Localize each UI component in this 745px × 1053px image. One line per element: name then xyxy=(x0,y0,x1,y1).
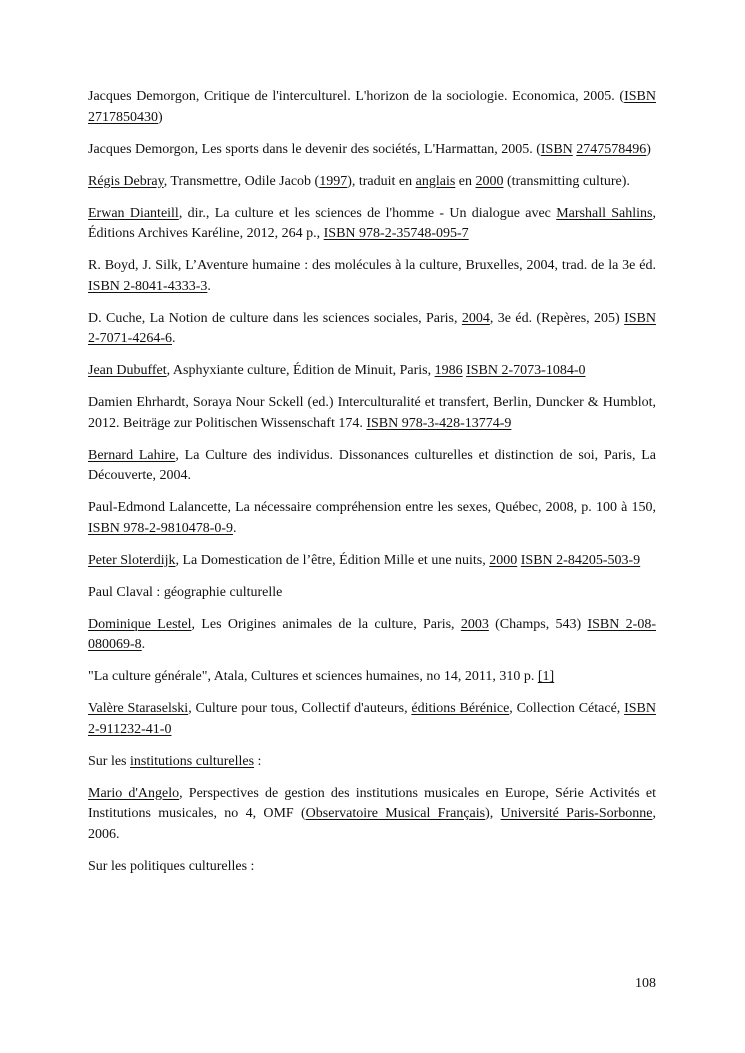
bibliography-entry xyxy=(88,857,656,878)
reference-link[interactable]: ISBN xyxy=(624,89,656,104)
bibliography-entry xyxy=(88,583,656,604)
entry-text: Jacques Demorgon, Les sports dans le devenir des sociétés, L'Harmattan, 2005. ( xyxy=(88,141,541,157)
entry-text: : xyxy=(254,753,262,769)
entry-text: D. Cuche, La Notion de culture dans les sciences sociales, Paris, xyxy=(88,310,462,326)
bibliography-entry xyxy=(88,667,656,688)
entry-text: ), traduit en xyxy=(347,173,416,189)
bibliography-entry xyxy=(88,393,656,434)
entry-text: . xyxy=(172,331,176,346)
bibliography-entry xyxy=(88,361,656,382)
reference-link[interactable]: 2004 xyxy=(461,310,490,326)
reference-link[interactable]: 1986 xyxy=(434,363,463,378)
reference-link[interactable]: éditions Bérénice xyxy=(411,701,510,716)
reference-link[interactable]: 2000 xyxy=(489,552,518,568)
bibliography-entry xyxy=(88,551,656,572)
entry-text: , La Domestication de l’être, Édition Mille et une nuits, xyxy=(175,552,490,568)
reference-link[interactable]: ISBN 2-911232-41-0 xyxy=(88,701,656,737)
bibliography-entry xyxy=(88,140,656,161)
entry-text: , Collection Cétacé, xyxy=(509,701,625,716)
reference-link[interactable]: Peter Sloterdijk xyxy=(88,552,176,568)
entry-text: , Culture pour tous, Collectif d'auteurs, xyxy=(188,701,412,716)
entry-text: Paul Claval : géographie culturelle xyxy=(88,584,283,600)
bibliography-entry xyxy=(88,615,656,656)
bibliography-list xyxy=(88,87,656,889)
page-number: 108 xyxy=(635,976,656,991)
reference-link[interactable]: ISBN 2-8041-4333-3 xyxy=(88,278,208,294)
reference-link[interactable]: Université Paris-Sorbonne xyxy=(500,806,653,821)
entry-text: , Les Origines animales de la culture, Paris, xyxy=(191,616,461,632)
bibliography-entry xyxy=(88,752,656,773)
entry-text: . xyxy=(207,278,211,294)
reference-link[interactable]: Erwan Dianteill xyxy=(88,205,179,221)
entry-text: , 3e éd. (Repères, 205) xyxy=(489,310,625,326)
reference-link[interactable]: 2000 xyxy=(475,173,504,189)
reference-link[interactable]: ISBN 978-3-428-13774-9 xyxy=(366,415,512,431)
reference-link[interactable]: ISBN 2-7073-1084-0 xyxy=(466,363,586,378)
reference-link[interactable]: ISBN 2-84205-503-9 xyxy=(520,552,641,568)
entry-text: Damien Ehrhardt, Soraya Nour Sckell (ed.) Interculturalité et transfert, Berlin, Duncker & Humblot, 2012. Beiträge zur Politischen Wissenschaft 174. xyxy=(88,395,656,431)
reference-link[interactable]: anglais xyxy=(415,173,456,189)
reference-link[interactable]: Régis Debray xyxy=(88,173,164,189)
bibliography-entry xyxy=(88,172,656,193)
entry-text: ) xyxy=(158,109,163,125)
entry-text: (transmitting culture). xyxy=(503,173,630,189)
entry-text: Paul-Edmond Lalancette, La nécessaire compréhension entre les sexes, Québec, 2008, p. 100 à 150, xyxy=(88,500,656,515)
entry-text: , Éditions Archives Karéline, 2012, 264 p., xyxy=(88,205,656,241)
entry-text: , Asphyxiante culture, Édition de Minuit, Paris, xyxy=(166,363,435,378)
entry-text: Sur les politiques culturelles : xyxy=(88,858,255,874)
entry-text: ), xyxy=(485,806,501,821)
reference-link[interactable]: ISBN 2-08-080069-8 xyxy=(88,616,657,652)
bibliography-entry xyxy=(88,699,656,740)
bibliography-entry xyxy=(88,87,656,128)
reference-link[interactable]: ISBN 978-2-35748-095-7 xyxy=(323,226,469,241)
entry-text: , 2006. xyxy=(88,806,656,842)
entry-text: en xyxy=(455,173,476,189)
reference-link[interactable]: Marshall Sahlins xyxy=(556,205,653,221)
reference-link[interactable]: institutions culturelles xyxy=(130,753,255,769)
entry-text: R. Boyd, J. Silk, L’Aventure humaine : des molécules à la culture, Bruxelles, 2004, trad. de la 3e éd. xyxy=(88,258,656,273)
reference-link[interactable]: Observatoire Musical Français xyxy=(305,806,486,821)
bibliography-entry xyxy=(88,204,656,245)
bibliography-entry xyxy=(88,784,656,846)
entry-text: ) xyxy=(646,141,651,157)
reference-link[interactable]: Mario d'Angelo xyxy=(88,785,180,801)
entry-text: , dir., La culture et les sciences de l'homme - Un dialogue avec xyxy=(178,205,557,221)
reference-link[interactable]: 1997 xyxy=(319,173,348,189)
reference-link[interactable]: Jean Dubuffet xyxy=(88,363,167,378)
bibliography-entry xyxy=(88,256,656,297)
entry-text: Sur les xyxy=(88,753,130,769)
reference-link[interactable]: 2003 xyxy=(460,616,489,632)
reference-link[interactable]: ISBN 978-2-9810478-0-9 xyxy=(88,520,234,536)
entry-text: , La Culture des individus. Dissonances culturelles et distinction de soi, Paris, La Découverte, 2004. xyxy=(88,447,656,483)
bibliography-entry xyxy=(88,309,656,350)
reference-link[interactable]: ISBN xyxy=(540,141,573,157)
entry-text: . xyxy=(141,637,146,652)
entry-text: . xyxy=(233,520,237,536)
reference-link[interactable]: 2747578496 xyxy=(576,141,647,157)
reference-link[interactable]: Bernard Lahire xyxy=(88,447,176,463)
reference-link[interactable]: Valère Staraselski xyxy=(88,701,189,716)
reference-link[interactable]: Dominique Lestel xyxy=(88,616,192,632)
bibliography-entry xyxy=(88,498,656,539)
entry-text: (Champs, 543) xyxy=(488,616,588,632)
entry-text: , Perspectives de gestion des institutions musicales en Europe, Série Activités et Institutions musicales, no 4, OMF ( xyxy=(88,785,656,821)
reference-link[interactable]: 2717850430 xyxy=(88,109,158,125)
entry-text: Jacques Demorgon, Critique de l'interculturel. L'horizon de la sociologie. Economica, 2005. ( xyxy=(88,89,625,104)
bibliography-entry xyxy=(88,446,656,487)
entry-text: , Transmettre, Odile Jacob ( xyxy=(163,173,320,189)
entry-text: "La culture générale", Atala, Cultures et sciences humaines, no 14, 2011, 310 p. xyxy=(88,669,538,684)
reference-link[interactable]: ISBN 2-7071-4264-6 xyxy=(88,310,656,346)
reference-link[interactable]: [1] xyxy=(537,669,555,684)
